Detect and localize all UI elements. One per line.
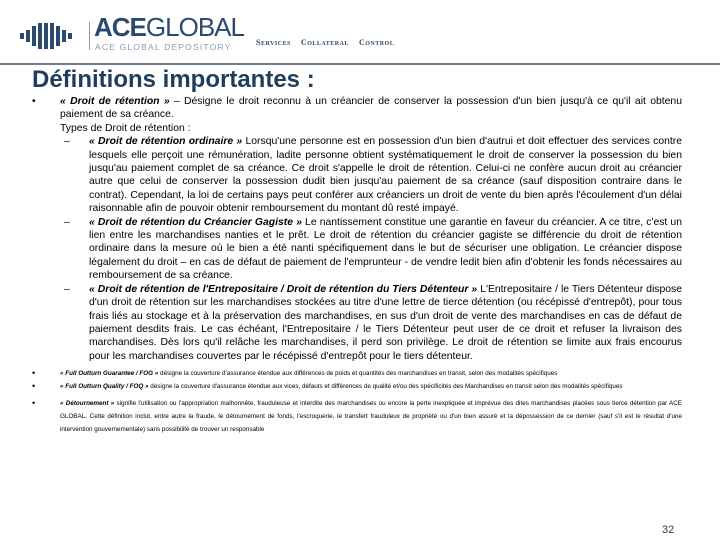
term: « Full Outturn Guarantee / FOG » — [60, 370, 159, 378]
definition-foq — [30, 380, 682, 393]
definition-text: – Désigne le droit reconnu à un créancier de conserver la possession d'un bien jusqu'à ce qu'il ait obtenu paiement de sa créance. — [60, 96, 682, 121]
logo-divider — [89, 22, 90, 50]
bullet: • — [32, 96, 36, 107]
header-divider — [0, 63, 720, 65]
definition-text: désigne la couverture d'assurance étendue aux différences de poids et quantités des marchandises en transit, selon des modalités spécifiques — [158, 370, 558, 378]
definition-text: signifie l'utilisation ou l'appropriation malhonnête, frauduleuse et interdite des marchandises ou encore la perte inexpliquée et imprévue des dites marchandises placées sous tierce détention par ACE GLOBAL. Cette définition inclut, entre autre la fraude, le détournement de fonds, l'escroquerie, le transfert frauduleux de propriété ou d'un bien assuré et la dépossession de ce dernier (sauf s'il est le résultat d'une intervention gouvernementale) sans possibilité de trouver un responsable — [60, 400, 683, 434]
subitem-entrepositaire — [60, 283, 682, 363]
logo-icon — [20, 23, 80, 49]
definition-text: Lorsqu'une personne est en possession d'un bien d'autrui et doit effectuer des services contre lesquels elle perçoit une rémunération, ladite personne obtient systématiquement le droit de conserver la possession du bien jusqu'au paiement complet de sa créance. Ce droit s'appelle le droit de rétention. Celui-ci ne confère aucun droit au créancier autre que celui de conserver la possession dudit bien jusqu'au paiement de sa créance (sauf disposition contraire dans le contrat). Cependant, la loi de certains pays peut conférer aux créanciers un droit de vente du bien après l'écoulement d'un délai raisonnable afin de pouvoir obtenir remboursement du montant dû resté impayé. — [89, 136, 682, 215]
definition-detournement — [30, 397, 682, 436]
term: « Droit de rétention ordinaire » — [89, 136, 243, 148]
dash: – — [64, 216, 70, 228]
logo-text-light: GLOBAL — [145, 12, 244, 42]
page-number: 32 — [662, 524, 675, 536]
bullet: • — [32, 398, 36, 409]
tagline-services: Services — [256, 38, 291, 47]
definition-text: désigne la couverture d'assurance étendue aux vices, défauts et différences de qualité et/ou des spécificités des Marchandises en transit selon des modalités spécifiques — [148, 383, 623, 391]
term: « Droit de rétention de l'Entrepositaire / Droit de rétention du Tiers Détenteur » — [89, 283, 478, 295]
types-label: Types de Droit de rétention : — [60, 122, 191, 134]
term: « Droit de rétention du Créancier Gagiste » — [89, 216, 302, 228]
tagline-control: Control — [358, 38, 395, 47]
bullet: • — [32, 381, 36, 392]
tagline — [256, 38, 404, 48]
definition-droit-de-retention — [30, 95, 682, 122]
tagline-collateral: Collateral — [300, 38, 349, 47]
definition-text: L'Entrepositaire / le Tiers Détenteur dispose d'un droit de rétention sur les marchandises stockées au titre d'une lettre de tierce détention (ou récépissé d'entrepôt), pour tous frais liés au stockage et à la préservation des marchandises, en sus d'un droit de vente des marchandises en cas de défaut de paiement desdits frais. Le cas échéant, l'Entrepositaire / le Tiers Détenteur peut user de ce droit et refuser la livraison des marchandises. Dès lors qu'il relâche les marchandises, il perd son privilège. Le droit de rétention se limite aux frais encourus pour les marchandises couvertes par le récépissé d'entrepôt pour le tiers détenteur. — [89, 283, 682, 362]
definitions-body — [30, 95, 682, 436]
subitem-ordinaire — [60, 135, 682, 215]
page-title: Définitions importantes : — [32, 66, 315, 93]
definition-fog — [30, 367, 682, 380]
dash: – — [64, 136, 70, 148]
bullet: • — [32, 368, 36, 379]
subitem-creancier-gagiste — [60, 216, 682, 283]
term: « Détournement » — [60, 400, 115, 408]
dash: – — [64, 283, 70, 295]
logo-text-bold: ACE — [94, 12, 146, 42]
term: « Full Outturn Quality / FOQ » — [60, 383, 149, 391]
definition-text: Le nantissement constitue une garantie en faveur du créancier. A ce titre, c'est un lien entre les marchandises nanties et le prêt. Le droit de rétention du créancier gagiste se différencie du droit de rétention ordinaire dans la mesure où le bien a été nanti spécifiquement dans le but de sécuriser une obligation. Le créancier dispose légalement du droit – en cas de défaut de paiement de l'emprunteur - de vendre ledit bien afin d'obtenir les fonds nécessaires au remboursement de sa créance. — [89, 216, 682, 282]
logo-text — [94, 14, 244, 40]
header — [0, 0, 720, 64]
logo-subtitle: ACE GLOBAL DEPOSITORY — [95, 42, 232, 52]
term: « Droit de rétention » — [60, 96, 170, 107]
